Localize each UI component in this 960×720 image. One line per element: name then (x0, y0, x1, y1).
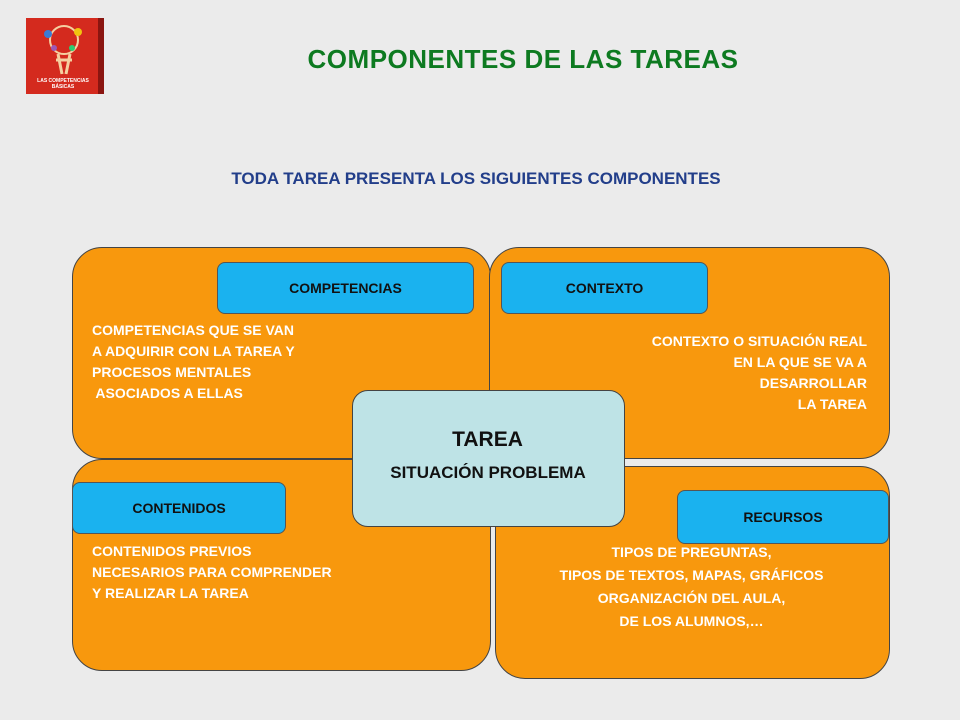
tab-contexto: CONTEXTO (501, 262, 708, 314)
page-title: COMPONENTES DE LAS TAREAS (307, 44, 739, 74)
page-subtitle: TODA TAREA PRESENTA LOS SIGUIENTES COMPONENTES (231, 169, 721, 188)
tab-competencias: COMPETENCIAS (217, 262, 474, 314)
competencias-text: COMPETENCIAS QUE SE VAN A ADQUIRIR CON LA TAREA Y PROCESOS MENTALES ASOCIADOS A ELLAS (92, 322, 295, 401)
tarea-title: TAREA (452, 428, 523, 451)
tarea-center-box (352, 390, 625, 527)
tab-recursos: RECURSOS (677, 490, 889, 544)
contexto-text: CONTEXTO O SITUACIÓN REAL EN LA QUE SE VA A DESARROLLAR LA TAREA (651, 333, 867, 412)
tarea-subtitle: SITUACIÓN PROBLEMA (390, 463, 586, 482)
recursos-text: TIPOS DE PREGUNTAS, TIPOS DE TEXTOS, MAPAS, GRÁFICOS ORGANIZACIÓN DEL AULA, DE LOS ALUMNOS,… (559, 544, 824, 629)
contenidos-text: CONTENIDOS PREVIOS NECESARIOS PARA COMPRENDER Y REALIZAR LA TAREA (92, 543, 332, 601)
tab-contenidos: CONTENIDOS (72, 482, 286, 534)
logo-text: LAS COMPETENCIAS BÁSICAS (37, 78, 89, 90)
